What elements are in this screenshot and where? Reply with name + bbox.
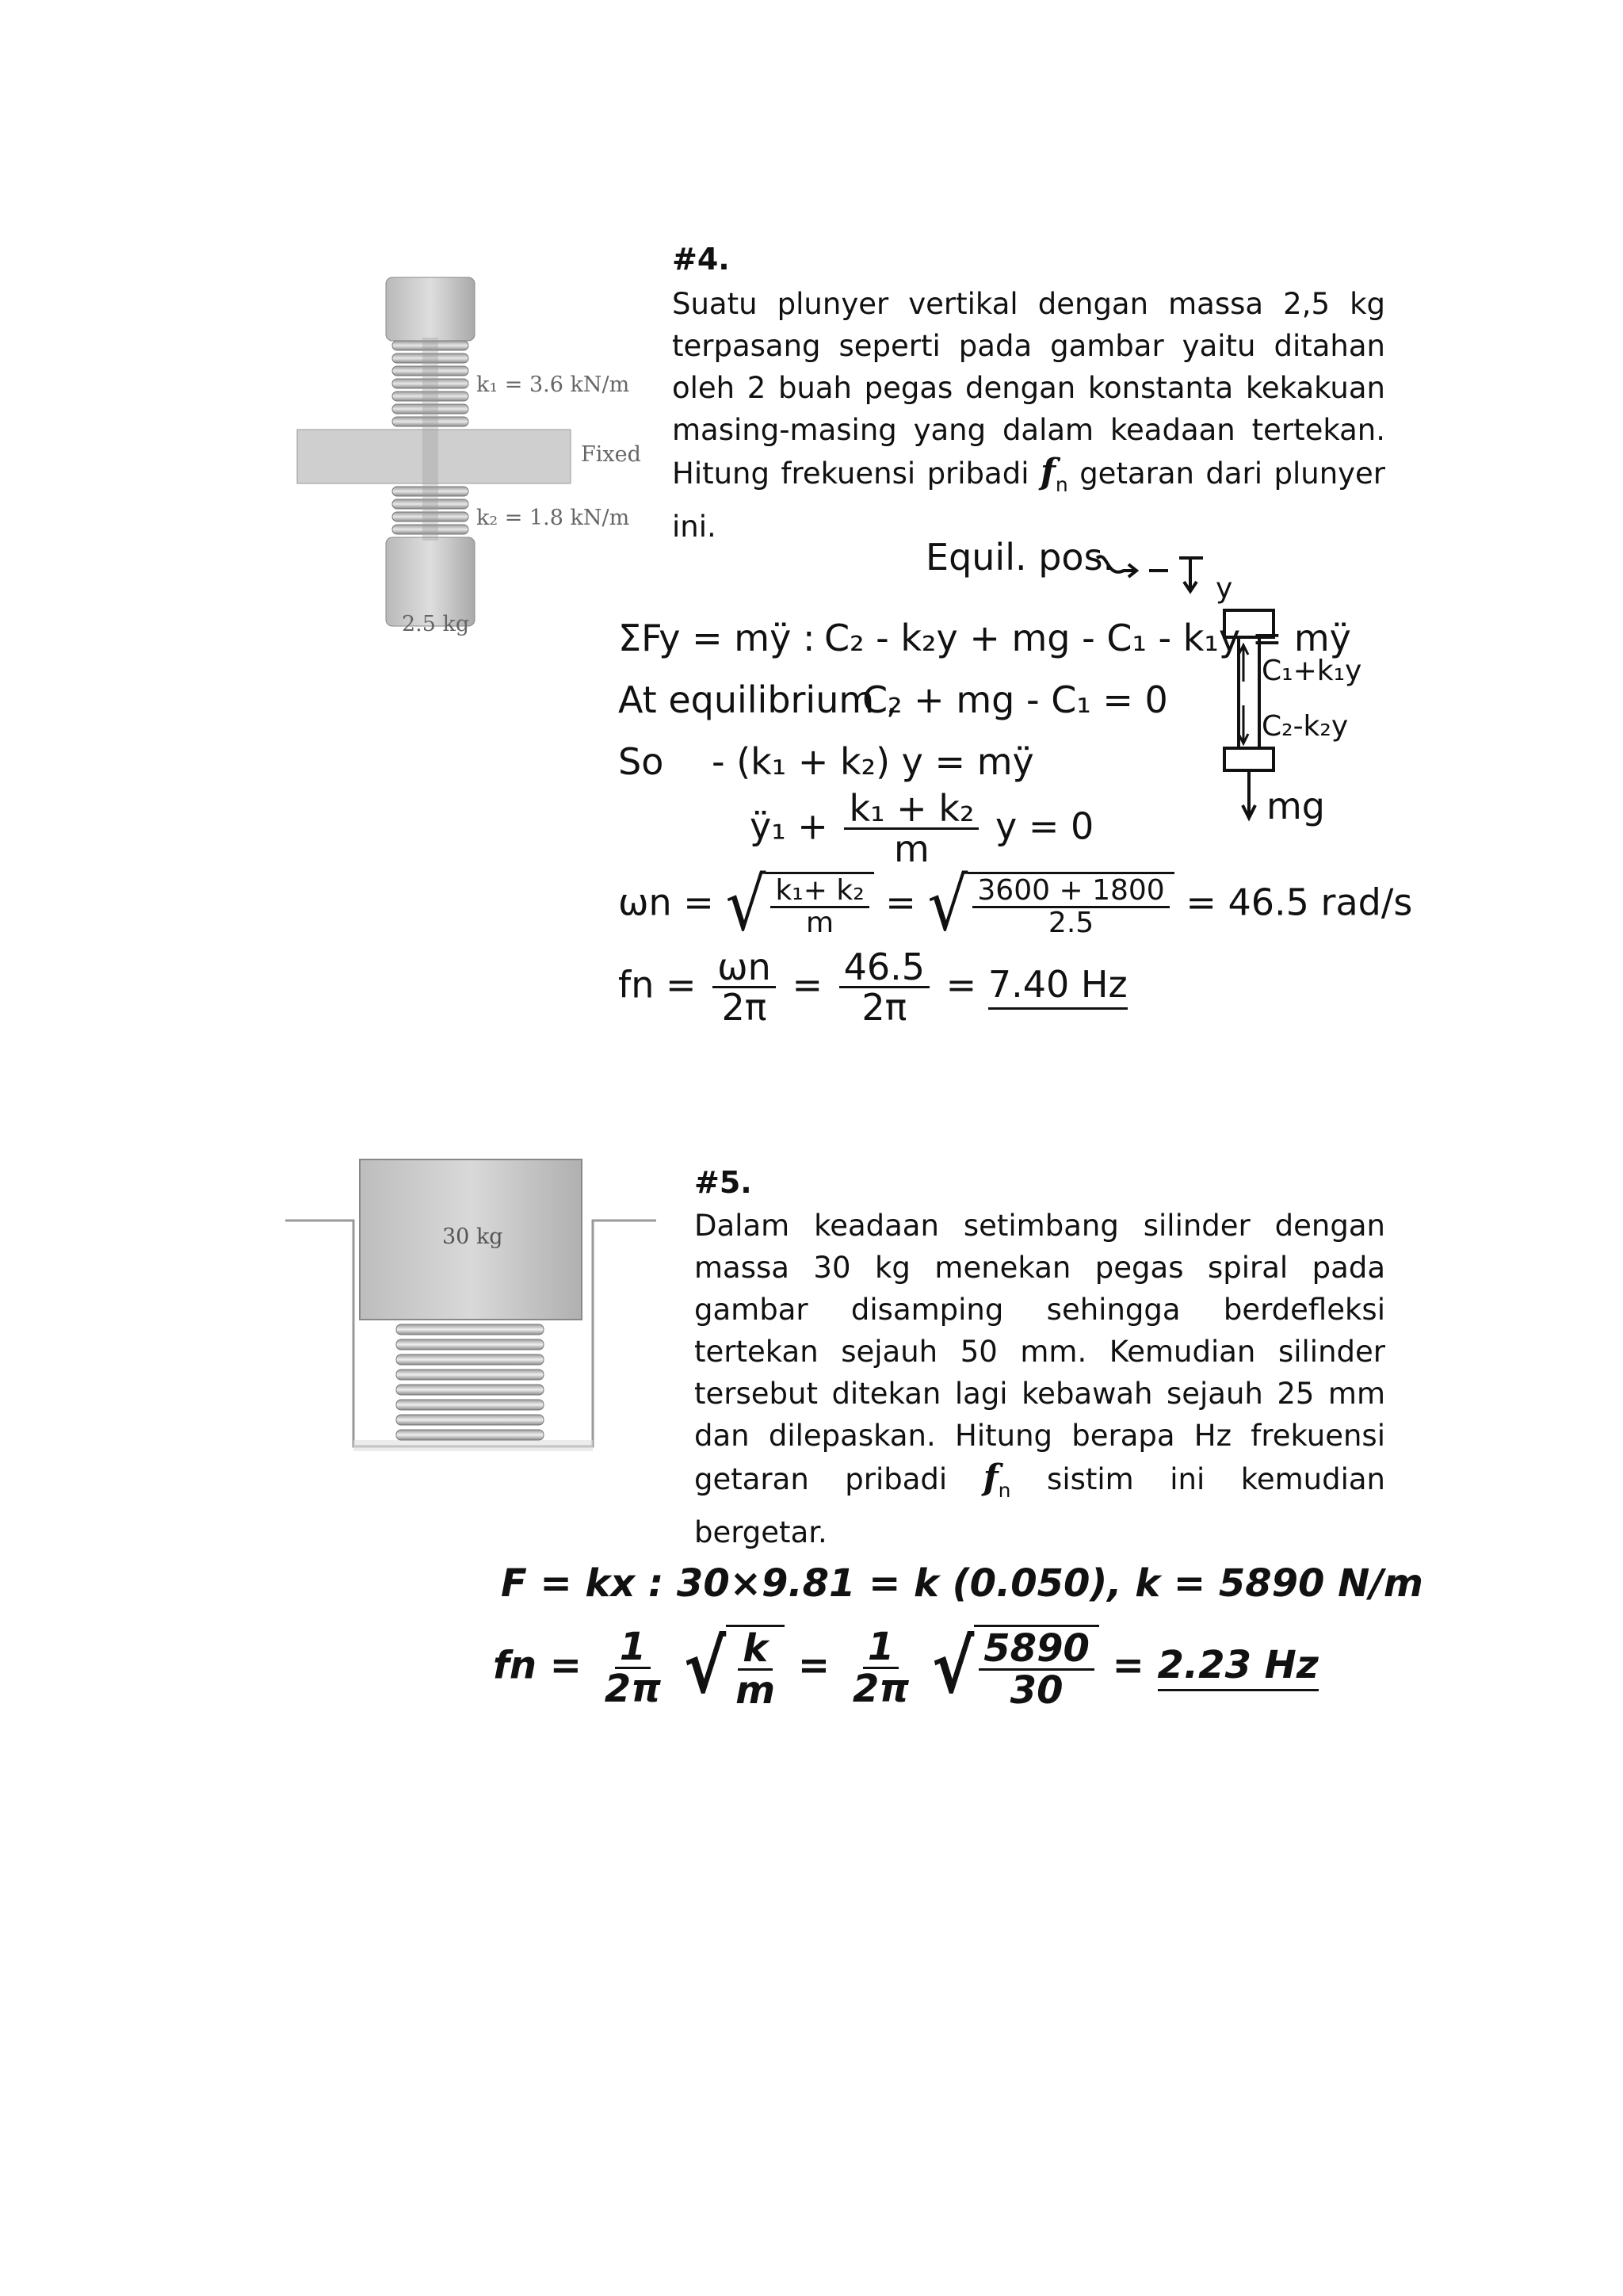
- problem-5-number: #5.: [694, 1165, 752, 1200]
- k1-label: k₁ = 3.6 kN/m: [476, 372, 630, 397]
- eq-fn-5: fn = $\frac{1}{2\pi}$ √ $\frac{k}{m}$ = $\frac{1}{2\pi}$ √ $\frac{5890}{30}$ = 2.23 Hz: [493, 1624, 1319, 1713]
- problem-5-statement-end: sistim ini kemudian bergetar.: [694, 1462, 1386, 1549]
- problem-5-statement: Dalam keadaan setimbang silinder dengan massa 30 kg menekan pegas spiral pada gambar disamping sehingga berdefleksi tertekan sejauh 50 mm. Kemudian silinder tersebut ditekan lagi kebawah sejauh 25 mm dan dilepaskan. Hitung berapa Hz frekuensi getaran pribadi: [694, 1209, 1385, 1496]
- problem-4-statement: Suatu plunyer vertikal dengan massa 2,5 kg terpasang seperti pada gambar yaitu ditahan oleh 2 buah pegas dengan konstanta kekakuan masing-masing yang dalam keadaan tertekan. Hitung frekuensi pribadi: [672, 287, 1385, 491]
- answer-fn-5: 2.23 Hz: [1158, 1643, 1319, 1691]
- eq-equilibrium-lhs: At equilibrium ,: [618, 678, 898, 721]
- eq-equilibrium-rhs: C₂ + mg - C₁ = 0: [862, 678, 1168, 721]
- fbd-force-spring2: C₂-k₂y: [1262, 710, 1349, 743]
- mass-label: 2.5 kg: [402, 612, 470, 636]
- fn-symbol-5: $f_n$: [983, 1457, 1011, 1502]
- fn-symbol: $f_n$: [1040, 452, 1068, 496]
- eq-so-rhs: - (k₁ + k₂) y = mÿ: [712, 740, 1034, 783]
- problem-4-number: #4.: [672, 242, 730, 277]
- fixed-label: Fixed: [581, 442, 641, 467]
- cylinder-mass-label: 30 kg: [442, 1224, 503, 1249]
- equil-arrow-icon: [1092, 547, 1211, 594]
- problem-4-text: [672, 283, 1385, 548]
- equil-pos-label: Equil. pos.: [926, 536, 1115, 579]
- k2-label: k₂ = 1.8 kN/m: [476, 506, 630, 530]
- eq-hooke: F = kx : 30×9.81 = k (0.050), k = 5890 N/m: [501, 1561, 1423, 1606]
- fbd-force-top: C₁+k₁y: [1262, 655, 1362, 687]
- eq-motion: ÿ₁ + $\frac{\text{k₁ + k₂}}{m}$ y = 0: [750, 787, 1094, 871]
- answer-fn-4: 7.40 Hz: [988, 963, 1128, 1010]
- eq-sum-forces-rhs: C₂ - k₂y + mg - C₁ - k₁y = mÿ: [824, 617, 1351, 659]
- eq-omega-n: ωn = √ $\frac{\text{k₁+ k₂}}{m}$ = √ $\frac{3600 + 1800}{2.5}$ = 46.5 rad/s: [618, 861, 1413, 947]
- eq-sum-forces-lhs: ΣFy = mÿ :: [618, 617, 815, 659]
- problem-4-statement-end: getaran dari plunyer ini.: [672, 457, 1386, 544]
- y-label: y: [1216, 572, 1233, 605]
- fbd-weight: mg: [1266, 785, 1326, 827]
- eq-so-lhs: So: [618, 740, 664, 783]
- figure-cylinder-spring: [284, 1145, 656, 1462]
- spring-coil: [396, 1324, 544, 1440]
- problem-5-text: [694, 1205, 1385, 1553]
- eq-fn: fn = $\frac{\omega n}{2\pi}$ = $\frac{46.5}{2\pi}$ = 7.40 Hz: [618, 946, 1128, 1030]
- cylinder-diagram: [284, 1145, 656, 1462]
- figure-plunger-springs: [281, 269, 662, 650]
